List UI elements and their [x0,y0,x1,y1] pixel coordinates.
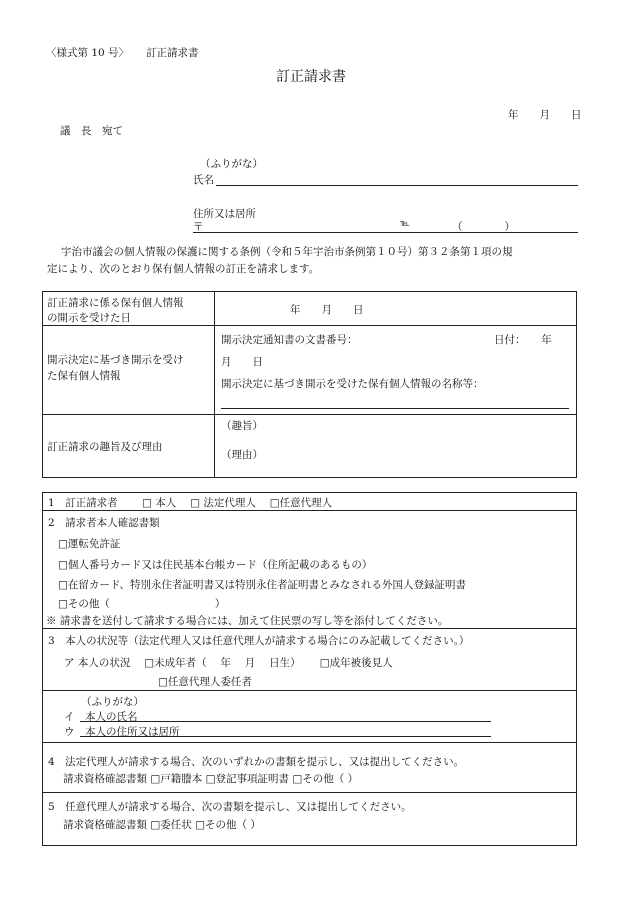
postal-icon: 〒 [193,221,204,233]
address-label: 住所又は居所 [193,208,256,220]
tel-icon: ℡ [400,219,410,229]
section-divider [42,628,577,629]
voluntary-agent-heading: 5 任意代理人が請求する場合、次の書類を提示し、又は提出してください。 [48,801,412,813]
id-docs-heading: 2 請求者本人確認書類 [48,517,160,529]
table-divider [214,291,215,478]
name-field[interactable] [216,185,578,186]
intro-line-2: 定により、次のとおり保有個人情報の訂正を請求します。 [47,263,320,275]
section-divider [42,792,577,793]
principal-furigana-label: （ふりがな） [81,696,144,708]
id-doc-checkbox-1[interactable]: □運転免許証 [58,538,121,550]
mail-note: ※ 請求書を送付して請求する場合には、加えて住民票の写し等を添付してください。 [46,615,449,627]
legal-agent-heading: 4 法定代理人が請求する場合、次のいずれかの書類を提示し、又は提出してください。 [48,756,465,768]
tel-paren: （ ） [452,221,515,233]
addressee: 議 長 宛て [60,125,123,137]
agent-delegator-checkbox[interactable]: □任意代理人委任者 [158,676,252,688]
date-field[interactable]: 年 月 日 [508,109,582,121]
principal-address-field[interactable] [80,736,491,737]
table-row-divider [42,414,577,415]
name-label: 氏名 [193,174,214,186]
legal-agent-docs-row[interactable]: 請求資格確認書類 □戸籍謄本 □登記事項証明書 □その他（ ） [63,773,359,785]
doc-date-cont: 月 日 [221,356,263,368]
section-divider [42,690,577,691]
disclosure-date-field[interactable]: 年 月 日 [290,304,364,316]
id-doc-checkbox-4[interactable]: □その他（ ） [58,598,226,610]
requester-type-row[interactable]: 1 訂正請求者 □ 本人 □ 法定代理人 □任意代理人 [48,497,333,509]
form-name: 訂正請求書 [146,47,199,59]
row2-label-line2: た保有個人情報 [47,370,121,382]
row1-label-line1: 訂正請求に係る保有個人情報 [47,297,184,309]
principal-status-row[interactable]: ア 本人の状況 □未成年者（ 年 月 日生） □成年被後見人 [64,657,393,669]
purpose-label[interactable]: （趣旨） [221,420,263,432]
furigana-label: （ふりがな） [200,158,263,170]
page-title: 訂正請求書 [276,69,346,85]
row1-label-line2: の開示を受けた日 [47,312,131,324]
intro-line-1: 宇治市議会の個人情報の保護に関する条例（令和５年宇治市条例第１０号）第３２条第１項の規 [61,246,513,258]
row2-label-line1: 開示決定に基づき開示を受け [47,354,184,366]
section-divider [42,742,577,743]
principal-status-heading: 3 本人の状況等（法定代理人又は任意代理人が請求する場合にのみ記載してください。） [48,635,470,647]
doc-date-label[interactable]: 日付： 年 [494,334,552,346]
info-name-field[interactable] [221,408,569,409]
principal-address-label[interactable]: ウ 本人の住所又は居所 [64,726,180,738]
doc-number-label[interactable]: 開示決定通知書の文書番号： [221,334,358,346]
address-field[interactable] [193,232,578,233]
reason-label[interactable]: （理由） [221,449,263,461]
table-row-divider [42,325,577,326]
row3-label: 訂正請求の趣旨及び理由 [47,441,163,453]
id-doc-checkbox-2[interactable]: □個人番号カード又は住民基本台帳カード（住所記載のあるもの） [58,559,373,571]
principal-name-field[interactable] [80,721,491,722]
info-name-label[interactable]: 開示決定に基づき開示を受けた保有個人情報の名称等： [221,378,484,390]
voluntary-agent-docs-row[interactable]: 請求資格確認書類 □委任状 □その他（ ） [63,819,261,831]
section-divider [42,510,577,511]
form-number: 〈様式第 10 号〉 [46,47,130,59]
principal-name-label[interactable]: イ 本人の氏名 [64,711,138,723]
id-doc-checkbox-3[interactable]: □在留カード、特別永住者証明書又は特別永住者証明書とみなされる外国人登録証明書 [58,579,466,591]
